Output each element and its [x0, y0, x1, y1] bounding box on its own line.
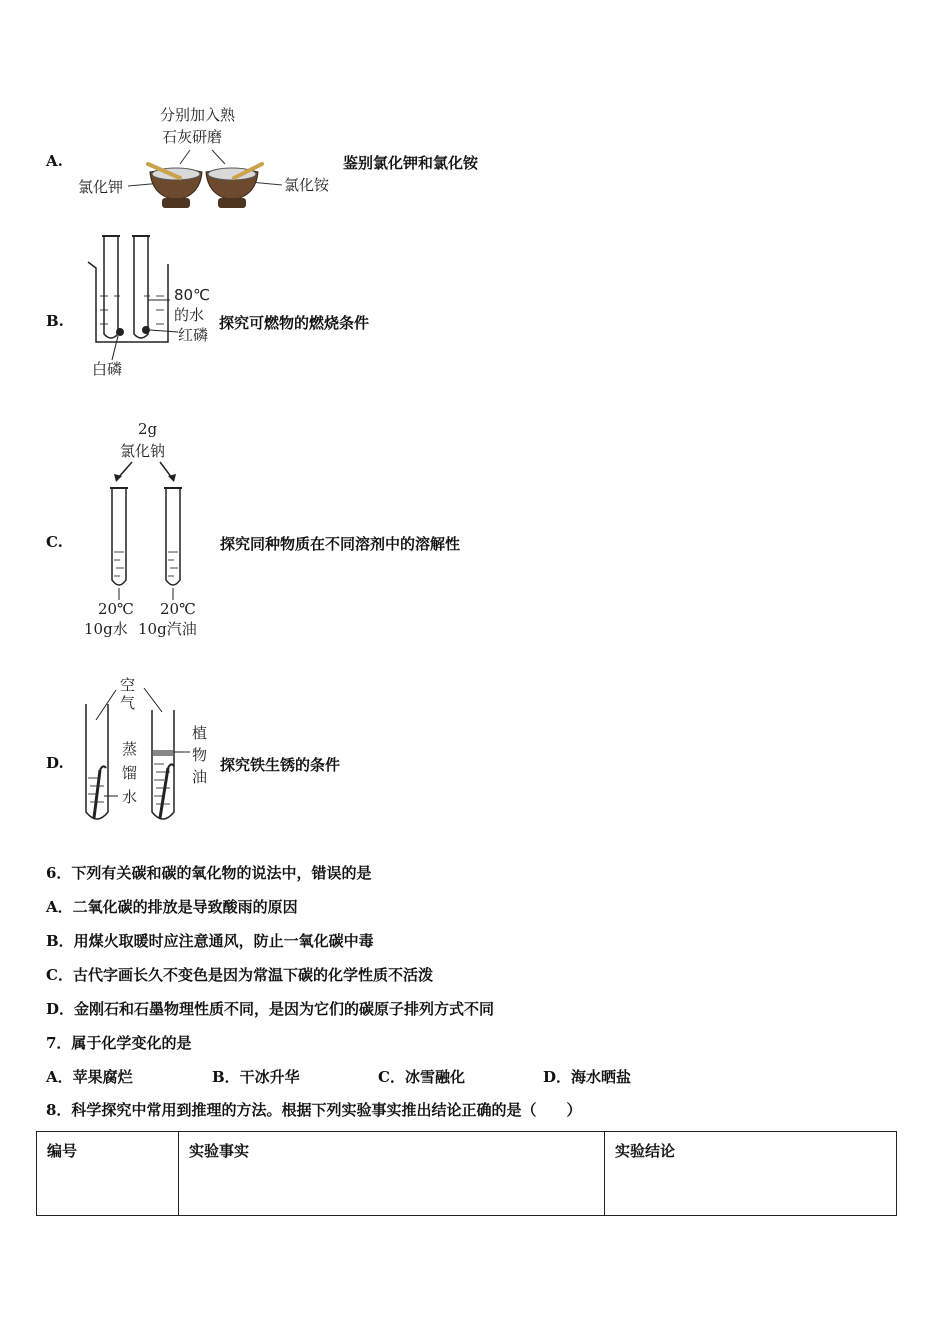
option-b-caption: 探究可燃物的燃烧条件	[219, 314, 370, 332]
option-c-label-left-solvent: 10g水	[84, 620, 128, 638]
option-d-letter: D.	[46, 754, 64, 772]
question-7-choice-d: D．海水晒盐	[543, 1068, 632, 1086]
table-header-number: 编号	[37, 1132, 179, 1216]
option-a-letter: A.	[46, 152, 63, 170]
option-c-label-left-temp: 20℃	[98, 600, 134, 618]
question-6-choice-d: D．金刚石和石墨物理性质不同，是因为它们的碳原子排列方式不同	[46, 1000, 495, 1018]
option-b-label-white-phosphorus: 白磷	[92, 360, 123, 378]
option-c-label-right-temp: 20℃	[160, 600, 196, 618]
question-6-choice-c: C．古代字画长久不变色是因为常温下碳的化学性质不活泼	[46, 966, 433, 984]
option-c-caption: 探究同种物质在不同溶剂中的溶解性	[220, 535, 461, 553]
question-7-choice-c: C．冰雪融化	[378, 1068, 465, 1086]
option-a-label-top1: 分别加入熟	[160, 106, 236, 124]
question-7-choice-a: A．苹果腐烂	[46, 1068, 133, 1086]
option-c-label-right-solvent: 10g汽油	[138, 620, 197, 638]
option-a-label-left: 氯化钾	[78, 178, 124, 196]
option-d-caption: 探究铁生锈的条件	[220, 756, 341, 774]
option-d-label-oil-1: 植	[192, 724, 208, 742]
question-6-stem: 6．下列有关碳和碳的氧化物的说法中，错误的是	[46, 864, 372, 882]
option-d-label-oil-2: 物	[192, 746, 208, 764]
table-header-conclusion: 实验结论	[605, 1132, 897, 1216]
option-d-label-water-1: 蒸	[122, 740, 138, 758]
option-b-label-water: 的水	[174, 306, 205, 324]
question-7-stem: 7．属于化学变化的是	[46, 1034, 192, 1052]
option-b-label-temp: 80℃	[174, 286, 210, 304]
option-a-label-right: 氯化铵	[284, 176, 330, 194]
question-7-choice-b: B．干冰升华	[212, 1068, 300, 1086]
option-c-label-mass: 2g	[138, 420, 158, 438]
option-d-label-water-3: 水	[122, 788, 138, 806]
option-d-label-oil-3: 油	[192, 768, 208, 786]
experiment-table	[36, 1131, 897, 1216]
question-8-stem: 8．科学探究中常用到推理的方法。根据下列实验事实推出结论正确的是（ ）	[46, 1101, 582, 1119]
question-6-choice-b: B．用煤火取暖时应注意通风，防止一氧化碳中毒	[46, 932, 374, 950]
table-header-row	[37, 1132, 897, 1216]
table-header-fact: 实验事实	[179, 1132, 605, 1216]
option-c-letter: C.	[46, 533, 63, 551]
option-d-label-water-2: 馏	[122, 764, 138, 782]
option-b-letter: B.	[46, 312, 64, 330]
option-a-caption: 鉴别氯化钾和氯化铵	[343, 154, 479, 172]
option-b-label-red-phosphorus: 红磷	[178, 326, 209, 344]
option-a-label-top2: 石灰研磨	[162, 128, 223, 146]
option-c-label-salt: 氯化钠	[120, 442, 166, 460]
option-d-label-air-1: 空	[120, 676, 136, 694]
question-6-choice-a: A．二氧化碳的排放是导致酸雨的原因	[46, 898, 298, 916]
option-d-label-air-2: 气	[120, 694, 136, 712]
